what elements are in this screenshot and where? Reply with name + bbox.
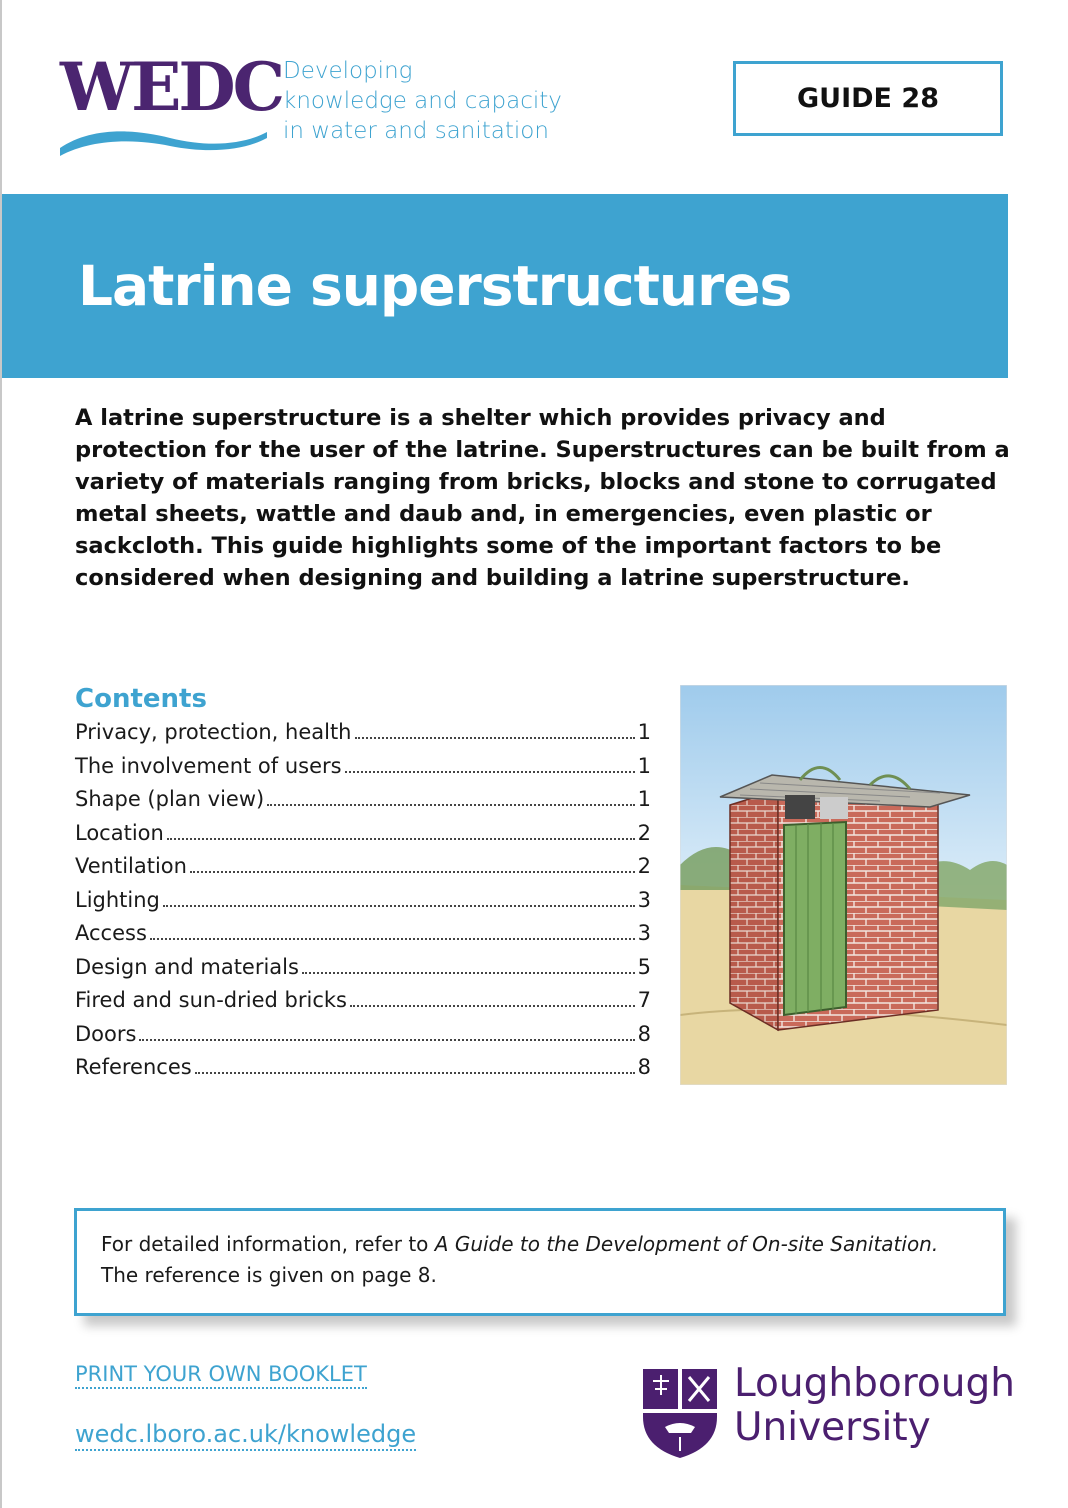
contents-entry-label: Doors: [75, 1021, 137, 1046]
contents-heading: Contents: [75, 684, 207, 714]
page-title: Latrine superstructures: [78, 254, 792, 318]
contents-entry-page: 7: [637, 988, 651, 1012]
guide-number-badge: GUIDE 28: [733, 61, 1003, 136]
print-booklet-link[interactable]: PRINT YOUR OWN BOOKLET: [75, 1362, 367, 1389]
contents-entry[interactable]: [75, 988, 651, 1022]
university-name-line-1: Loughborough: [734, 1361, 1015, 1406]
reference-line-1: [101, 1229, 979, 1260]
contents-entry-page: 8: [637, 1055, 651, 1079]
dot-leader: [355, 737, 635, 739]
contents-entry[interactable]: [75, 787, 651, 821]
loughborough-shield-icon: [641, 1367, 719, 1460]
contents-entry-label: Location: [75, 820, 164, 845]
contents-entry-page: 1: [637, 787, 651, 811]
dot-leader: [190, 871, 635, 873]
contents-entry[interactable]: [75, 854, 651, 888]
wave-icon: [60, 120, 270, 160]
contents-list: [75, 720, 651, 1089]
reference-book-title: A Guide to the Development of On-site Sanitation.: [434, 1232, 939, 1256]
dot-leader: [267, 804, 634, 806]
tagline-line: knowledge and capacity: [283, 88, 562, 114]
wedc-logo-text: WEDC: [60, 48, 283, 126]
knowledge-url-link[interactable]: wedc.lboro.ac.uk/knowledge: [75, 1420, 416, 1451]
contents-entry[interactable]: [75, 888, 651, 922]
contents-entry[interactable]: [75, 921, 651, 955]
dot-leader: [195, 1072, 635, 1074]
contents-entry-page: 5: [637, 954, 651, 979]
contents-entry-label: The involvement of users: [75, 753, 342, 778]
contents-entry-label: References: [75, 1055, 192, 1079]
loughborough-university-wordmark[interactable]: [734, 1362, 1015, 1450]
contents-entry-label: Design and materials: [75, 954, 299, 979]
contents-entry[interactable]: [75, 1022, 651, 1056]
contents-entry-label: Fired and sun-dried bricks: [75, 988, 347, 1012]
contents-entry-page: 2: [637, 820, 651, 845]
dot-leader: [350, 1005, 635, 1007]
contents-entry[interactable]: [75, 754, 651, 788]
contents-entry-label: Access: [75, 921, 147, 945]
dot-leader: [167, 838, 635, 840]
latrine-illustration: [680, 685, 1007, 1085]
title-banner: [2, 194, 1008, 378]
contents-entry[interactable]: [75, 821, 651, 855]
contents-entry-page: 2: [637, 854, 651, 878]
contents-entry-page: 1: [637, 753, 651, 778]
contents-entry-page: 3: [637, 921, 651, 945]
dot-leader: [150, 938, 635, 940]
dot-leader: [163, 905, 635, 907]
contents-entry-page: 8: [637, 1021, 651, 1046]
contents-entry-label: Lighting: [75, 887, 160, 912]
reference-line-2: The reference is given on page 8.: [101, 1263, 437, 1287]
dot-leader: [345, 771, 635, 773]
wedc-tagline: [283, 56, 562, 146]
contents-entry-label: Privacy, protection, health: [75, 720, 352, 744]
contents-entry-label: Ventilation: [75, 854, 187, 878]
university-name-line-2: University: [734, 1405, 931, 1450]
reference-note: [74, 1208, 1006, 1316]
contents-entry[interactable]: [75, 955, 651, 989]
contents-entry-label: Shape (plan view): [75, 787, 265, 811]
wedc-logo[interactable]: [60, 48, 283, 162]
contents-entry[interactable]: [75, 720, 651, 754]
dot-leader: [302, 972, 635, 974]
tagline-line: Developing: [283, 58, 413, 84]
tagline-line: in water and sanitation: [283, 118, 549, 144]
intro-paragraph: A latrine superstructure is a shelter which provides privacy and protection for the user of the latrine. Superstructures can be built from a variety of materials ranging from bricks, blocks and stone to corrugated metal sheets, wattle and daub and, in emergencies, even plastic or sackcloth. This guide highlights some of the important factors to be considered when designing and building a latrine superstructure.: [75, 405, 1010, 591]
contents-entry-page: 3: [637, 887, 651, 912]
contents-entry[interactable]: [75, 1055, 651, 1089]
dot-leader: [139, 1039, 634, 1041]
contents-entry-page: 1: [637, 720, 651, 744]
reference-prefix: For detailed information, refer to: [101, 1232, 435, 1256]
